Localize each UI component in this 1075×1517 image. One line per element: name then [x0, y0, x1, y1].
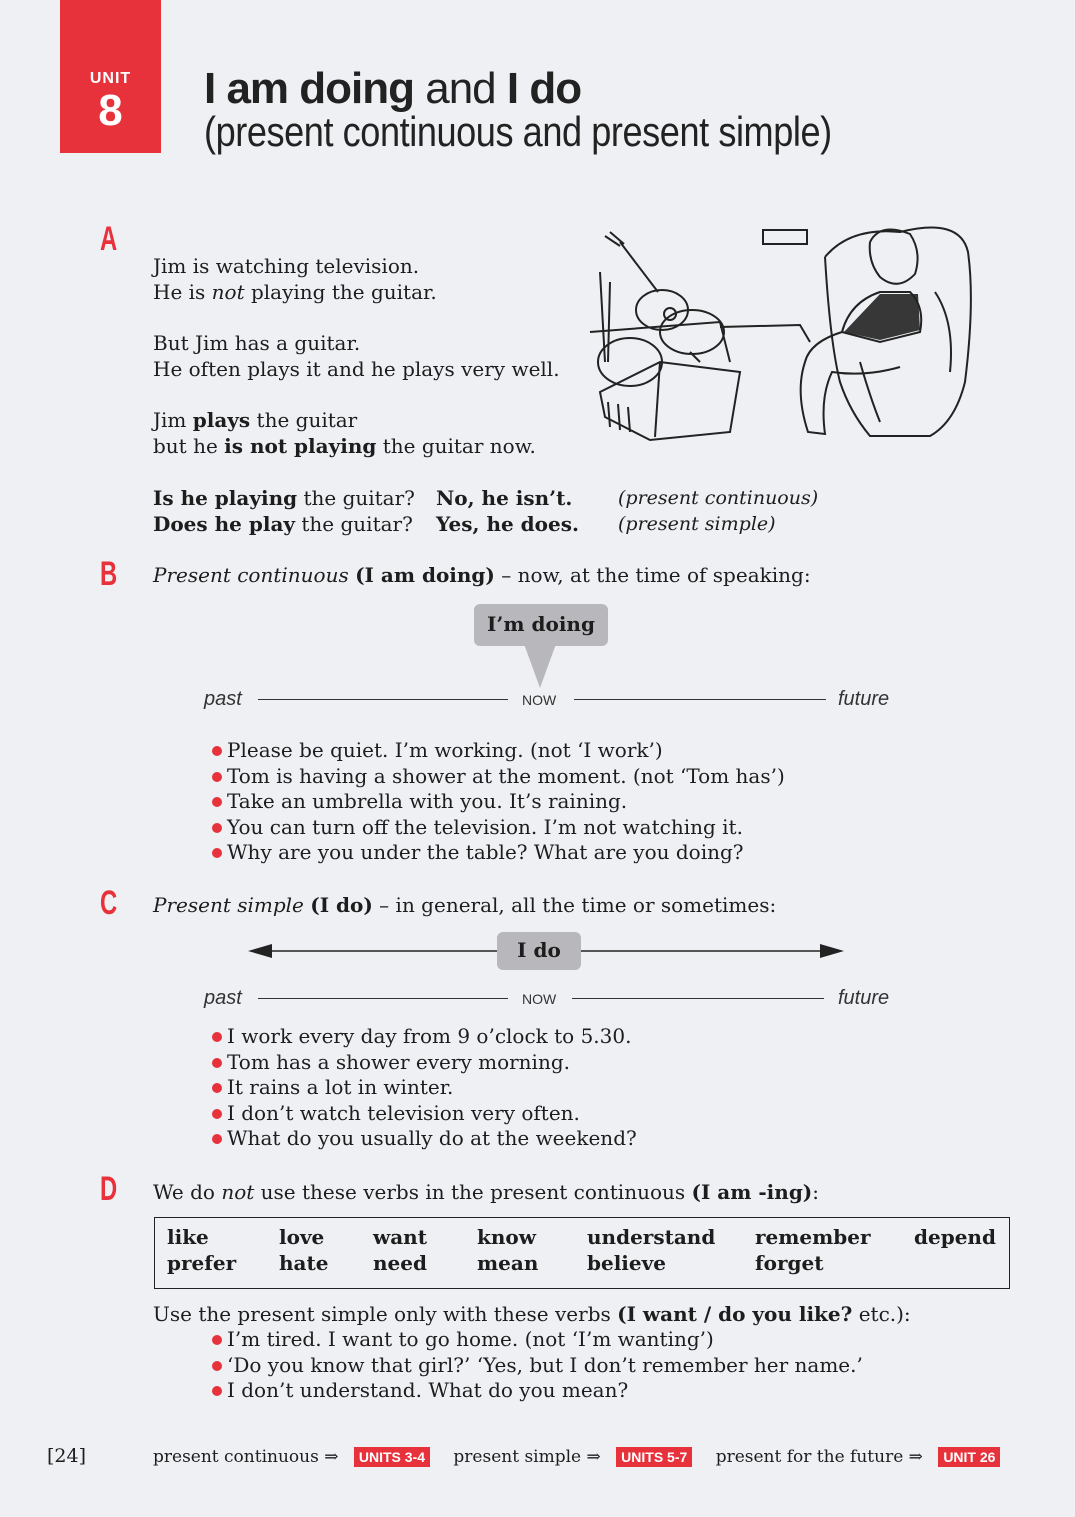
b-bubble-pointer [520, 644, 560, 688]
d-intro: We do not use these verbs in the present continuous (I am -ing): [153, 1180, 820, 1204]
c-timeline-right [572, 998, 824, 999]
c-example-4: I don’t watch television very often. [212, 1101, 637, 1127]
b-example-1: Please be quiet. I’m working. (not ‘I work’) [212, 738, 785, 764]
c-intro: Present simple (I do) – in general, all the time or sometimes: [153, 893, 777, 917]
title-part-1: I am doing [204, 64, 414, 113]
a-p2-line2: He often plays it and he plays very well. [153, 357, 560, 381]
verb-depend: depend [914, 1225, 996, 1249]
c-example-5: What do you usually do at the weekend? [212, 1126, 637, 1152]
c-examples [212, 1024, 637, 1152]
a-questions: Is he playing the guitar? Does he play the guitar? [153, 486, 415, 536]
b-timeline-right [574, 699, 826, 700]
d-use-line: Use the present simple only with these verbs (I want / do you like? etc.): [153, 1302, 911, 1326]
section-a-p1 [153, 253, 437, 305]
ref-present-continuous: present continuous ⇒ [153, 1447, 339, 1467]
c-example-3: It rains a lot in winter. [212, 1075, 637, 1101]
unit-number: 8 [98, 86, 123, 135]
ref-units-3-4-tag[interactable]: UNITS 3-4 [354, 1447, 430, 1467]
verb-understand: understand [587, 1225, 716, 1249]
section-a-letter: A [100, 220, 118, 258]
section-a-p3 [153, 407, 536, 459]
title-and: and [425, 64, 496, 113]
a-p1-line1: Jim is watching television. [153, 254, 420, 278]
verb-know: know [477, 1225, 536, 1249]
jim-watching-tv-illustration [580, 222, 980, 446]
verb-believe: believe [587, 1251, 666, 1275]
footer-refs [153, 1447, 1000, 1467]
verb-hate: hate [279, 1251, 329, 1275]
ref-present-future: present for the future ⇒ [715, 1447, 923, 1467]
section-b-letter: B [100, 555, 118, 593]
b-example-2: Tom is having a shower at the moment. (not ‘Tom has’) [212, 764, 785, 790]
b-examples [212, 738, 785, 866]
d-example-3: I don’t understand. What do you mean? [212, 1378, 863, 1404]
verb-love: love [279, 1225, 325, 1249]
c-timeline-left [258, 998, 508, 999]
a-notes: (present continuous) (present simple) [618, 487, 819, 535]
c-future-label: future [838, 987, 890, 1009]
b-timeline-left [258, 699, 508, 700]
b-example-3: Take an umbrella with you. It’s raining. [212, 789, 785, 815]
ref-units-5-7-tag[interactable]: UNITS 5-7 [616, 1447, 692, 1467]
unit-badge [60, 0, 161, 153]
b-example-5: Why are you under the table? What are you doing? [212, 840, 785, 866]
ref-unit-26-tag[interactable]: UNIT 26 [938, 1447, 1000, 1467]
b-now-label: NOW [522, 692, 557, 708]
page-subtitle: (present continuous and present simple) [204, 108, 832, 155]
b-bubble-im-doing: I’m doing [474, 604, 608, 646]
c-example-2: Tom has a shower every morning. [212, 1050, 637, 1076]
verb-prefer: prefer [167, 1251, 237, 1275]
section-d-letter: D [100, 1170, 118, 1208]
b-past-label: past [204, 688, 242, 710]
section-c-letter: C [100, 884, 118, 922]
c-bubble-i-do: I do [497, 932, 581, 970]
verb-want: want [373, 1225, 427, 1249]
d-example-1: I’m tired. I want to go home. (not ‘I’m wanting’) [212, 1327, 863, 1353]
verb-need: need [373, 1251, 427, 1275]
title-part-2: I do [506, 64, 582, 113]
verb-remember: remember [755, 1225, 871, 1249]
b-future-label: future [838, 688, 890, 710]
a-p2-line1: But Jim has a guitar. [153, 331, 361, 355]
unit-label: UNIT [89, 70, 132, 87]
verb-mean: mean [477, 1251, 539, 1275]
stative-verbs-box [154, 1217, 1010, 1289]
a-p1-line2: He is not playing the guitar. [153, 280, 437, 304]
a-p3-line1: Jim plays the guitar [153, 408, 358, 432]
page-title [204, 64, 581, 114]
a-p3-line2: but he is not playing the guitar now. [153, 434, 536, 458]
ref-present-simple: present simple ⇒ [453, 1447, 601, 1467]
a-answers: No, he isn’t. Yes, he does. [436, 486, 579, 536]
c-past-label: past [204, 987, 242, 1009]
c-now-label: NOW [522, 991, 557, 1007]
section-a-p2 [153, 330, 560, 382]
verb-like: like [167, 1225, 209, 1249]
verb-forget: forget [755, 1251, 824, 1275]
b-intro: Present continuous (I am doing) – now, at the time of speaking: [153, 563, 811, 587]
page-number: [24] [47, 1445, 87, 1467]
d-examples [212, 1327, 863, 1404]
d-example-2: ‘Do you know that girl?’ ‘Yes, but I don’t remember her name.’ [212, 1353, 863, 1379]
b-example-4: You can turn off the television. I’m not watching it. [212, 815, 785, 841]
c-example-1: I work every day from 9 o’clock to 5.30. [212, 1024, 637, 1050]
